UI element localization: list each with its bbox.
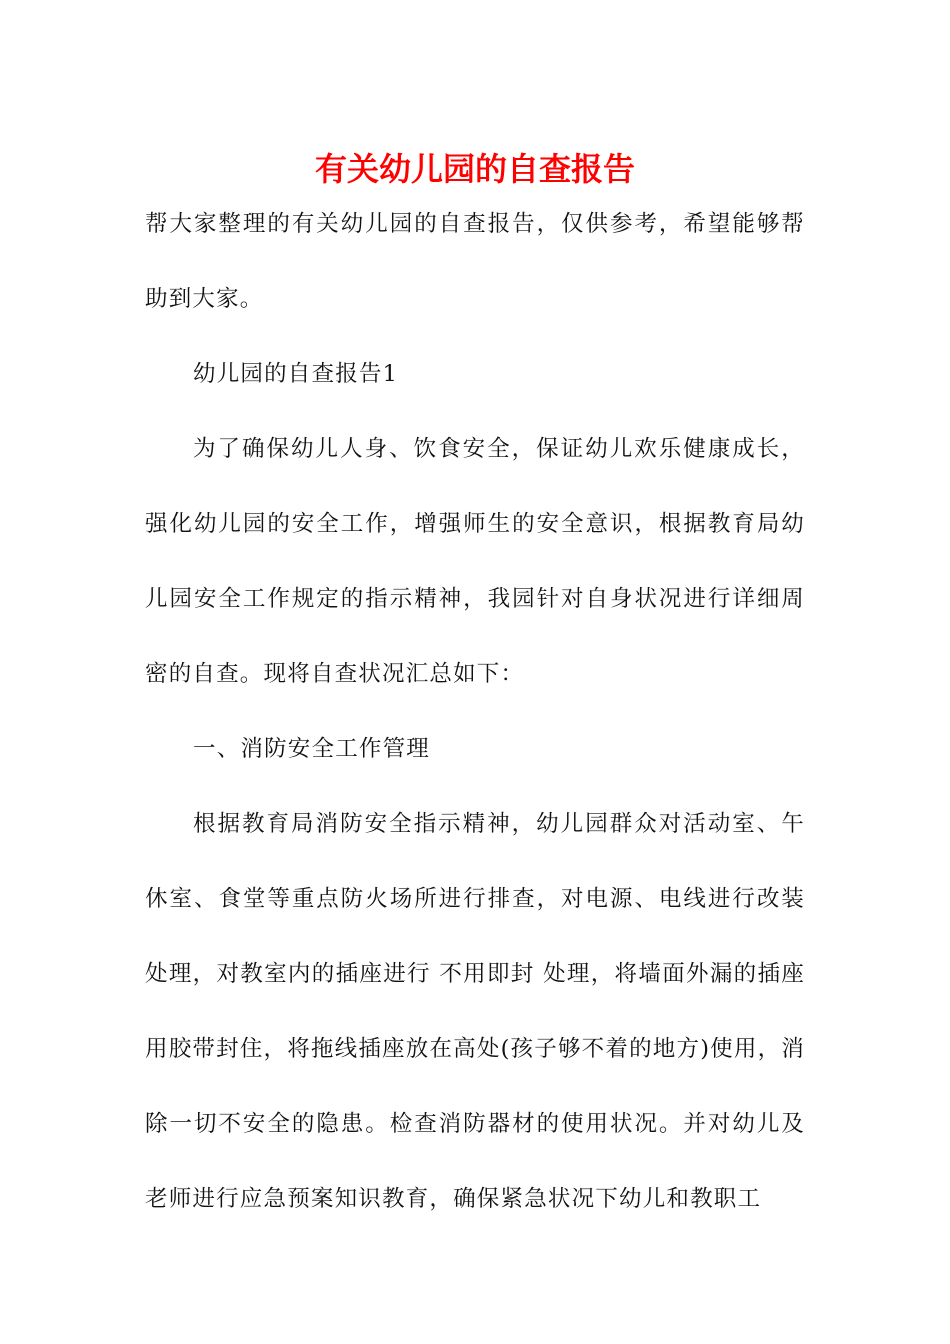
document-body <box>145 187 805 1237</box>
section-heading-fire-safety: 一、消防安全工作管理 <box>193 736 431 762</box>
section-heading-report-1: 幼儿园的自查报告1 <box>193 361 399 387</box>
document-title: 有关幼儿园的自查报告 <box>314 150 635 188</box>
body-paragraph: 根据教育局消防安全指示精神，幼儿园群众对活动室、午休室、食堂等重点防火场所进行排查，对电源、电线进行改装处理，对教室内的插座进行 不用即封 处理，将墙面外漏的插座用胶带封住，将拖线插座放在高处(孩子够不着的地方)使用，消除一切不安全的隐患。检查消防器材的使用状况。并对幼儿及老师进行应急预案知识教育，确保紧急状况下幼儿和教职工 <box>145 811 805 1212</box>
body-paragraph: 为了确保幼儿人身、饮食安全，保证幼儿欢乐健康成长，强化幼儿园的安全工作，增强师生的安全意识，根据教育局幼儿园安全工作规定的指示精神，我园针对自身状况进行详细周密的自查。现将自查状况汇总如下： <box>145 436 805 687</box>
intro-paragraph: 帮大家整理的有关幼儿园的自查报告，仅供参考，希望能够帮助到大家。 <box>145 211 805 312</box>
